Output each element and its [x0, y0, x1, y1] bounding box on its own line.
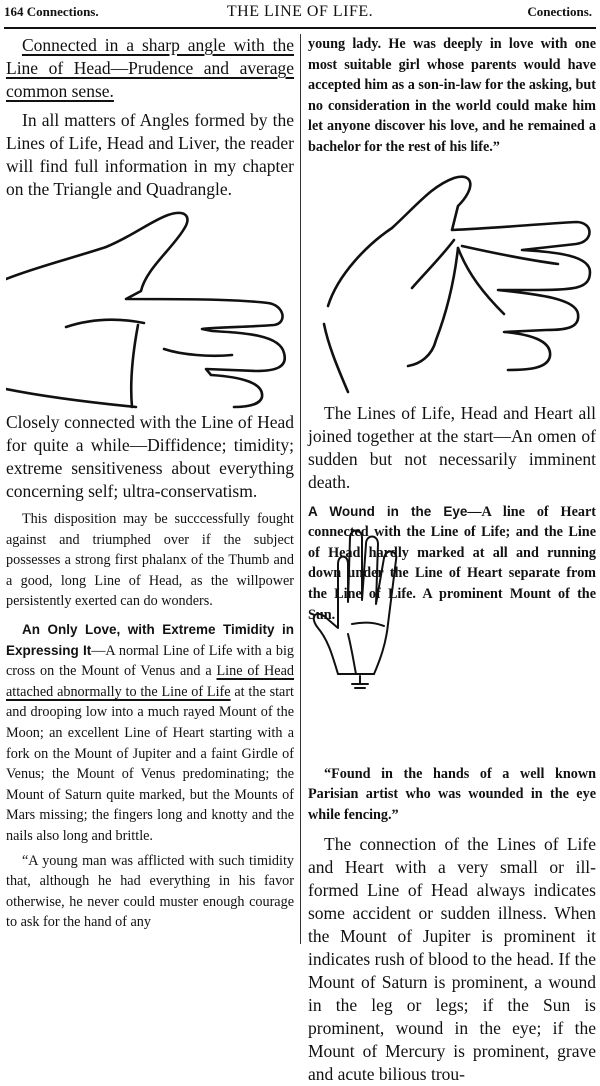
left-column: [6, 34, 294, 933]
header-rule: [4, 27, 596, 29]
heading-only-love: An Only Love, with Extreme Timidity in Expressing It: [6, 621, 294, 658]
column-divider: [300, 34, 301, 944]
wound-eye-text: —A line of Heart connected with the Line of Life; and the Line of Head hardly marked at all and running down under the Line of Heart separate from the Line of Life. A prominent Mount of the Sun.: [308, 503, 596, 623]
paragraph-closely-connected: [6, 411, 294, 503]
only-love-text-a: —A normal Line of Life with a big cross on the Mount of Venus and a: [6, 642, 295, 680]
right-column: [308, 34, 596, 1086]
paragraph-young-lady: young lady. He was deeply in love with one most suitable girl whose parents would have accepted him as a son-in-law for the asking, but no consideration in the world could make him let anyone discover his love, and he remained a bachelor for the rest of his life.”: [308, 36, 596, 155]
hand-illustration-left: [6, 207, 294, 409]
running-title: THE LINE OF LIFE.: [226, 3, 374, 20]
paragraph-closely-connected-text: Closely connected with the Line of Head for quite a while—Diffidence; timidity; extreme sensitiveness about everything concerning self; ultra-conservatism.: [6, 412, 294, 501]
page-number: 164: [4, 4, 24, 19]
paragraph-sharp-angle: Connected in a sharp angle with the Line of Head—Prudence and average common sense.: [6, 35, 294, 101]
heading-wound-eye: A Wound in the Eye: [308, 503, 468, 519]
running-head-right: Conections.: [527, 4, 592, 19]
paragraph-connection-lines: The connection of the Lines of Life and Heart with a very small or ill-formed Line of Head always indicates some accident or sudden illness. When the Mount of Jupiter is prominent it indicates rush of blood to the head. If the Mount of Saturn is prominent, a wound in the leg or legs; if the Sun is prominent, wound in the eye; if the Mount of Mercury is prominent, grave and acute bilious trou-: [308, 834, 596, 1085]
hand-illustration-right: [308, 164, 596, 396]
running-head-left: Connections.: [26, 4, 99, 19]
paragraph-young-man: “A young man was afflicted with such timidity that, although he had everything in his favor otherwise, he never could muster enough courage to ask for the hand of any: [6, 852, 294, 931]
paragraph-wound-eye: [308, 502, 596, 626]
paragraph-disposition: This disposition may be succcessfully fought against and triumphed over if the subject possesses a strong first phalanx of the Thumb and a good, long Line of Head, as the willpower persistently exerted can do wonders.: [6, 511, 294, 610]
paragraph-angles: In all matters of Angles formed by the Lines of Life, Head and Liver, the reader will find full information in my chapter on the Triangle and Quadrangle.: [6, 110, 294, 199]
paragraph-lines-joined: The Lines of Life, Head and Heart all joined together at the start—An omen of sudden but not necessarily imminent death.: [308, 402, 596, 492]
wound-section: [308, 502, 596, 764]
only-love-underlined: Line of Head attached abnormally to the Line of Life: [6, 663, 294, 700]
paragraph-only-love: [6, 620, 294, 847]
only-love-text-b: at the start and drooping low into a much rayed Mount of the Moon; an excellent Line of Heart starting with a fork on the Mount of Jupiter and a faint Girdle of Venus; the Mount of Venus predominating; the Mount of Saturn quite marked, but the Mounts of Mars missing; the fingers long and knotty and the nails also long and brittle.: [6, 683, 294, 844]
page-header: [0, 0, 600, 30]
paragraph-parisian-artist: “Found in the hands of a well known Parisian artist who was wounded in the eye while fencing.”: [308, 765, 596, 823]
